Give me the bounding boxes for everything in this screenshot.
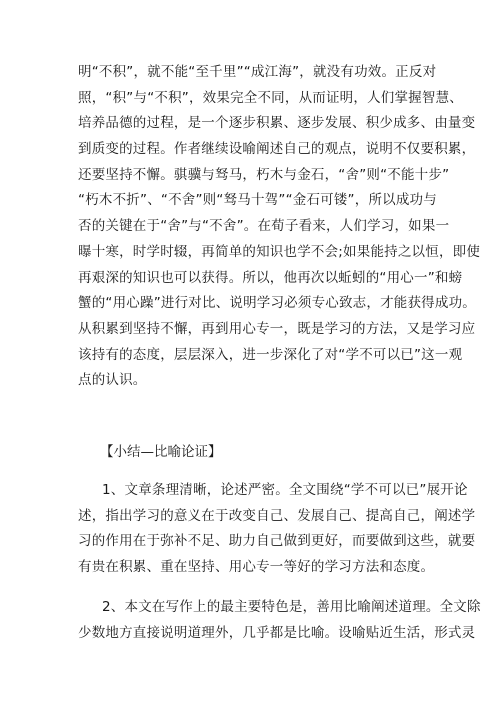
text-line: 点的认识。 bbox=[78, 372, 147, 389]
text-line: 该持有的态度，层层深入，进一步深化了对“学不可以已”这一观 bbox=[78, 346, 463, 363]
paragraph-analysis bbox=[78, 60, 481, 394]
text-line: 有贵在积累、重在坚持、用心专一等好的学习方法和态度。 bbox=[78, 559, 435, 576]
text-line: 培养品德的过程，是一个逐步积累、逐步发展、积少成多、由量变 bbox=[78, 115, 476, 132]
paragraph-summary-1 bbox=[78, 478, 476, 581]
paragraph-summary-2 bbox=[78, 595, 481, 646]
text-line: “朽木不折”、“不舍”则“驽马十驾”“金石可镂”，所以成功与 bbox=[78, 192, 437, 209]
text-line: 照，“积”与“不积”，效果完全不同，从而证明，人们掌握智慧、 bbox=[78, 89, 463, 106]
text-line: 习的作用在于弥补不足、助力自己做到更好，而要做到这些，就要 bbox=[78, 533, 476, 550]
text-line: 再艰深的知识也可以获得。所以，他再次以蚯蚓的“用心一”和螃 bbox=[78, 269, 463, 286]
text-line: 2、本文在写作上的最主要特色是，善用比喻阐述道理。全文除 bbox=[102, 599, 481, 615]
text-line: 明“不积”，就不能“至千里”“成江海”，就没有功效。正反对 bbox=[78, 64, 437, 80]
section-heading: 【小结—比喻论证】 bbox=[100, 444, 222, 460]
text-line: 曝十寒，时学时辍，再简单的知识也学不会;如果能持之以恒，即使 bbox=[78, 243, 481, 260]
text-line: 否的关键在于“舍”与“不舍”。在荀子看来，人们学习，如果一 bbox=[78, 218, 450, 235]
text-line: 蟹的“用心躁”进行对比、说明学习必须专心致志，才能获得成功。 bbox=[78, 295, 476, 312]
text-line: 从积累到坚持不懈，再到用心专一，既是学习的方法，又是学习应 bbox=[78, 320, 476, 337]
text-line: 到质变的过程。作者继续设喻阐述自己的观点，说明不仅要积累， bbox=[78, 141, 476, 158]
text-line: 述，指出学习的意义在于改变自己、发展自己、提高自己，阐述学 bbox=[78, 507, 476, 524]
text-line: 1、文章条理清晰，论述严密。全文围绕“学不可以已”展开论 bbox=[102, 482, 468, 498]
text-line: 还要坚持不懈。骐骥与驽马，朽木与金石，“舍”则“不能十步” bbox=[78, 166, 450, 183]
text-line: 少数地方直接说明道理外，几乎都是比喻。设喻贴近生活，形式灵 bbox=[78, 624, 476, 641]
